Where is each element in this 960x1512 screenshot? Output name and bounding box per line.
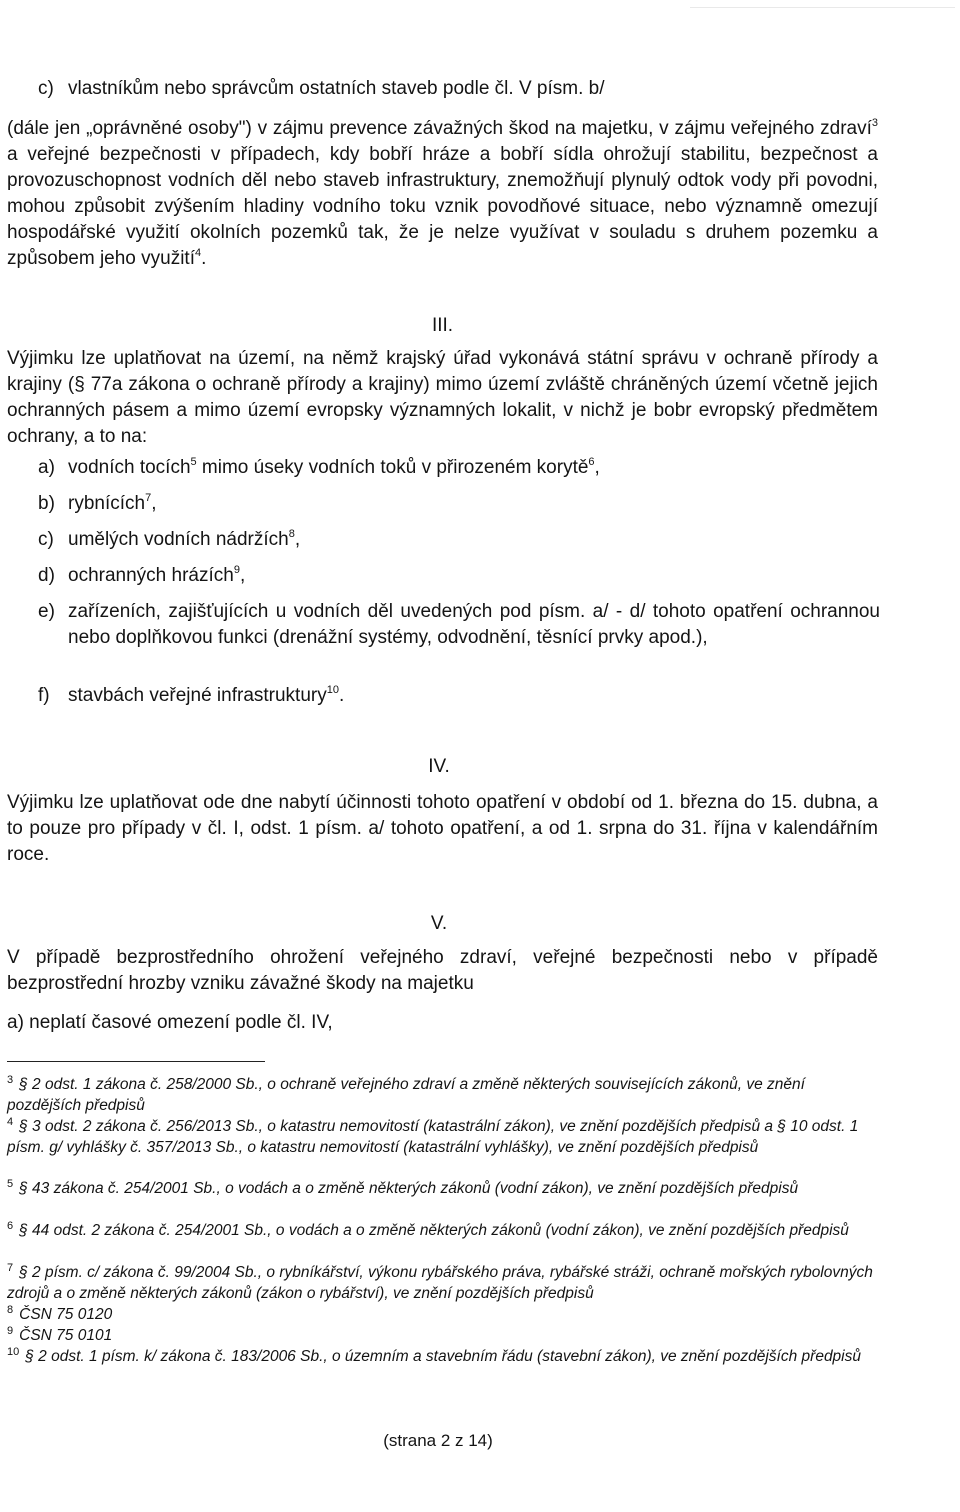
section-v-item-a: a) neplatí časové omezení podle čl. IV,	[7, 1012, 333, 1033]
list-marker: b)	[38, 493, 55, 514]
section-heading-iv: IV.	[428, 756, 450, 777]
list-item	[38, 599, 880, 651]
list-item	[38, 527, 880, 553]
list-item	[38, 563, 880, 589]
footnote	[7, 1263, 878, 1304]
footnote-number: 3	[7, 1074, 14, 1086]
footnote-text: § 43 zákona č. 254/2001 Sb., o vodách a o změně některých zákonů (vodní zákon), ve znění pozdějších předpisů	[19, 1180, 799, 1197]
list-marker: e)	[38, 601, 55, 622]
footnote	[7, 1179, 878, 1200]
footnote-separator	[7, 1061, 265, 1062]
footnote-number: 5	[7, 1178, 14, 1190]
list-item	[38, 455, 880, 481]
footnote-ref: 7	[145, 492, 152, 504]
footnote-ref: 3	[871, 117, 878, 129]
section-heading-iii: III.	[431, 315, 454, 336]
list-item-text	[68, 455, 880, 481]
paragraph-text: (dále jen „oprávněné osoby") v zájmu prevence závažných škod na majetku, v zájmu veřejného zdraví	[7, 118, 872, 139]
list-item-text-part: .	[338, 685, 345, 706]
list-item	[38, 491, 880, 517]
list-marker: f)	[38, 685, 50, 706]
footnote-number: 9	[7, 1325, 14, 1337]
list-item-text	[68, 527, 880, 553]
list-item-text-part: ochranných hrázích	[68, 565, 234, 586]
footnote-ref: 6	[588, 456, 595, 468]
footnote	[7, 1075, 878, 1116]
list-item-text	[68, 491, 880, 517]
scan-edge-line	[690, 7, 955, 8]
list-item-text-part: ,	[294, 529, 301, 550]
list-marker: a)	[38, 457, 55, 478]
list-item-text	[68, 599, 880, 651]
footnote-ref: 5	[190, 456, 197, 468]
footnote-text: § 44 odst. 2 zákona č. 254/2001 Sb., o vodách a o změně některých zákonů (vodní zákon), ve znění pozdějších předpisů	[19, 1222, 849, 1239]
list-item-text-part: ,	[151, 493, 157, 514]
list-item-text-part: stavbách veřejné infrastruktury	[68, 685, 327, 706]
footnote-number: 7	[7, 1262, 14, 1274]
section-v-text: V případě bezprostředního ohrožení veřejného zdraví, veřejné bezpečnosti nebo v případě bezprostřední hrozby vzniku závažné škody na majetku	[7, 947, 878, 994]
paragraph-text: a veřejné bezpečnosti v případech, kdy bobří hráze a bobří sídla ohrožují stabilitu, bezpečnost a provozuschopnost vodních děl nebo staveb infrastruktury, znemožňují plynulý odtok vody při povodni, mohou způsobit zvýšením hladiny vodního toku vznik povodňové situace, nebo významně omezují hospodářské využití okolních pozemků tak, že je nelze využívat v souladu s druhem pozemku a způsobem jeho využití	[7, 144, 878, 269]
footnote	[7, 1305, 878, 1326]
list-item-text-part: ,	[239, 565, 246, 586]
list-item	[38, 683, 880, 709]
footnote	[7, 1221, 878, 1242]
list-marker: d)	[38, 565, 55, 586]
paragraph-authorized-persons	[7, 116, 878, 272]
footnote-ref: 8	[288, 528, 295, 540]
list-item-text-part: zařízeních, zajišťujících u vodních děl uvedených pod písm. a/ - d/ tohoto opatření ochrannou nebo doplňkovou funkci (drenážní systémy, odvodnění, těsnící prvky apod.),	[68, 601, 880, 648]
list-item-text-part: mimo úseky vodních toků v přirozeném korytě	[196, 457, 589, 478]
footnote	[7, 1347, 878, 1368]
section-iv-text: Výjimku lze uplatňovat ode dne nabytí účinnosti tohoto opatření v období od 1. března do 15. dubna, a to pouze pro případy v čl. I, odst. 1 písm. a/ tohoto opatření, a od 1. srpna do 31. října v kalendářním roce.	[7, 792, 878, 865]
footnote-number: 8	[7, 1304, 14, 1316]
footnote-text: ČSN 75 0101	[19, 1327, 113, 1344]
footnote-text: § 2 odst. 1 písm. k/ zákona č. 183/2006 Sb., o územním a stavebním řádu (stavební zákon), ve znění pozdějších předpisů	[25, 1348, 861, 1365]
footnote-number: 10	[7, 1346, 20, 1358]
list-item-text-part: ,	[594, 457, 600, 478]
list-item-text-part: vodních tocích	[68, 457, 191, 478]
footnote-text: § 2 odst. 1 zákona č. 258/2000 Sb., o ochraně veřejného zdraví a změně některých souvisejících zákonů, ve znění pozdějších předpisů	[7, 1076, 805, 1114]
list-item-text-part: rybnících	[68, 493, 146, 514]
footnote-ref: 10	[326, 684, 339, 696]
footnote-number: 6	[7, 1220, 14, 1232]
list-item-text	[68, 683, 880, 709]
list-item-text: vlastníkům nebo správcům ostatních staveb podle čl. V písm. b/	[68, 78, 605, 99]
list-marker: c)	[38, 529, 54, 550]
list-item-c	[38, 76, 880, 102]
footnote	[7, 1326, 878, 1347]
footnote-ref: 4	[195, 247, 202, 259]
footnote	[7, 1117, 878, 1158]
footnote-text: ČSN 75 0120	[19, 1306, 113, 1323]
list-marker: c)	[38, 78, 54, 99]
page-number: (strana 2 z 14)	[383, 1431, 493, 1450]
list-item-text	[68, 563, 880, 589]
footnote-number: 4	[7, 1116, 14, 1128]
list-item-text-part: umělých vodních nádržích	[68, 529, 289, 550]
paragraph-text: .	[201, 248, 207, 269]
footnote-text: § 2 písm. c/ zákona č. 99/2004 Sb., o rybníkářství, výkonu rybářského práva, rybářské stráži, ochraně mořských rybolovných zdrojů a o změně některých zákonů (zákon o rybářství), ve znění pozdějších předpisů	[7, 1264, 873, 1302]
footnote-ref: 9	[233, 564, 240, 576]
footnote-text: § 3 odst. 2 zákona č. 256/2013 Sb., o katastru nemovitostí (katastrální zákon), ve znění pozdějších předpisů a § 10 odst. 1 písm. g/ vyhlášky č. 357/2013 Sb., o katastru nemovitostí (katastrální vyhlášky), ve znění pozdějších předpisů	[7, 1118, 859, 1156]
section-heading-v: V.	[430, 913, 448, 934]
section-iii-intro: Výjimku lze uplatňovat na území, na němž krajský úřad vykonává státní správu v ochraně přírody a krajiny (§ 77a zákona o ochraně přírody a krajiny) mimo území zvláště chráněných území včetně jejich ochranných pásem a mimo území evropsky významných lokalit, v nichž je bobr evropský předmětem ochrany, a to na:	[7, 348, 878, 447]
